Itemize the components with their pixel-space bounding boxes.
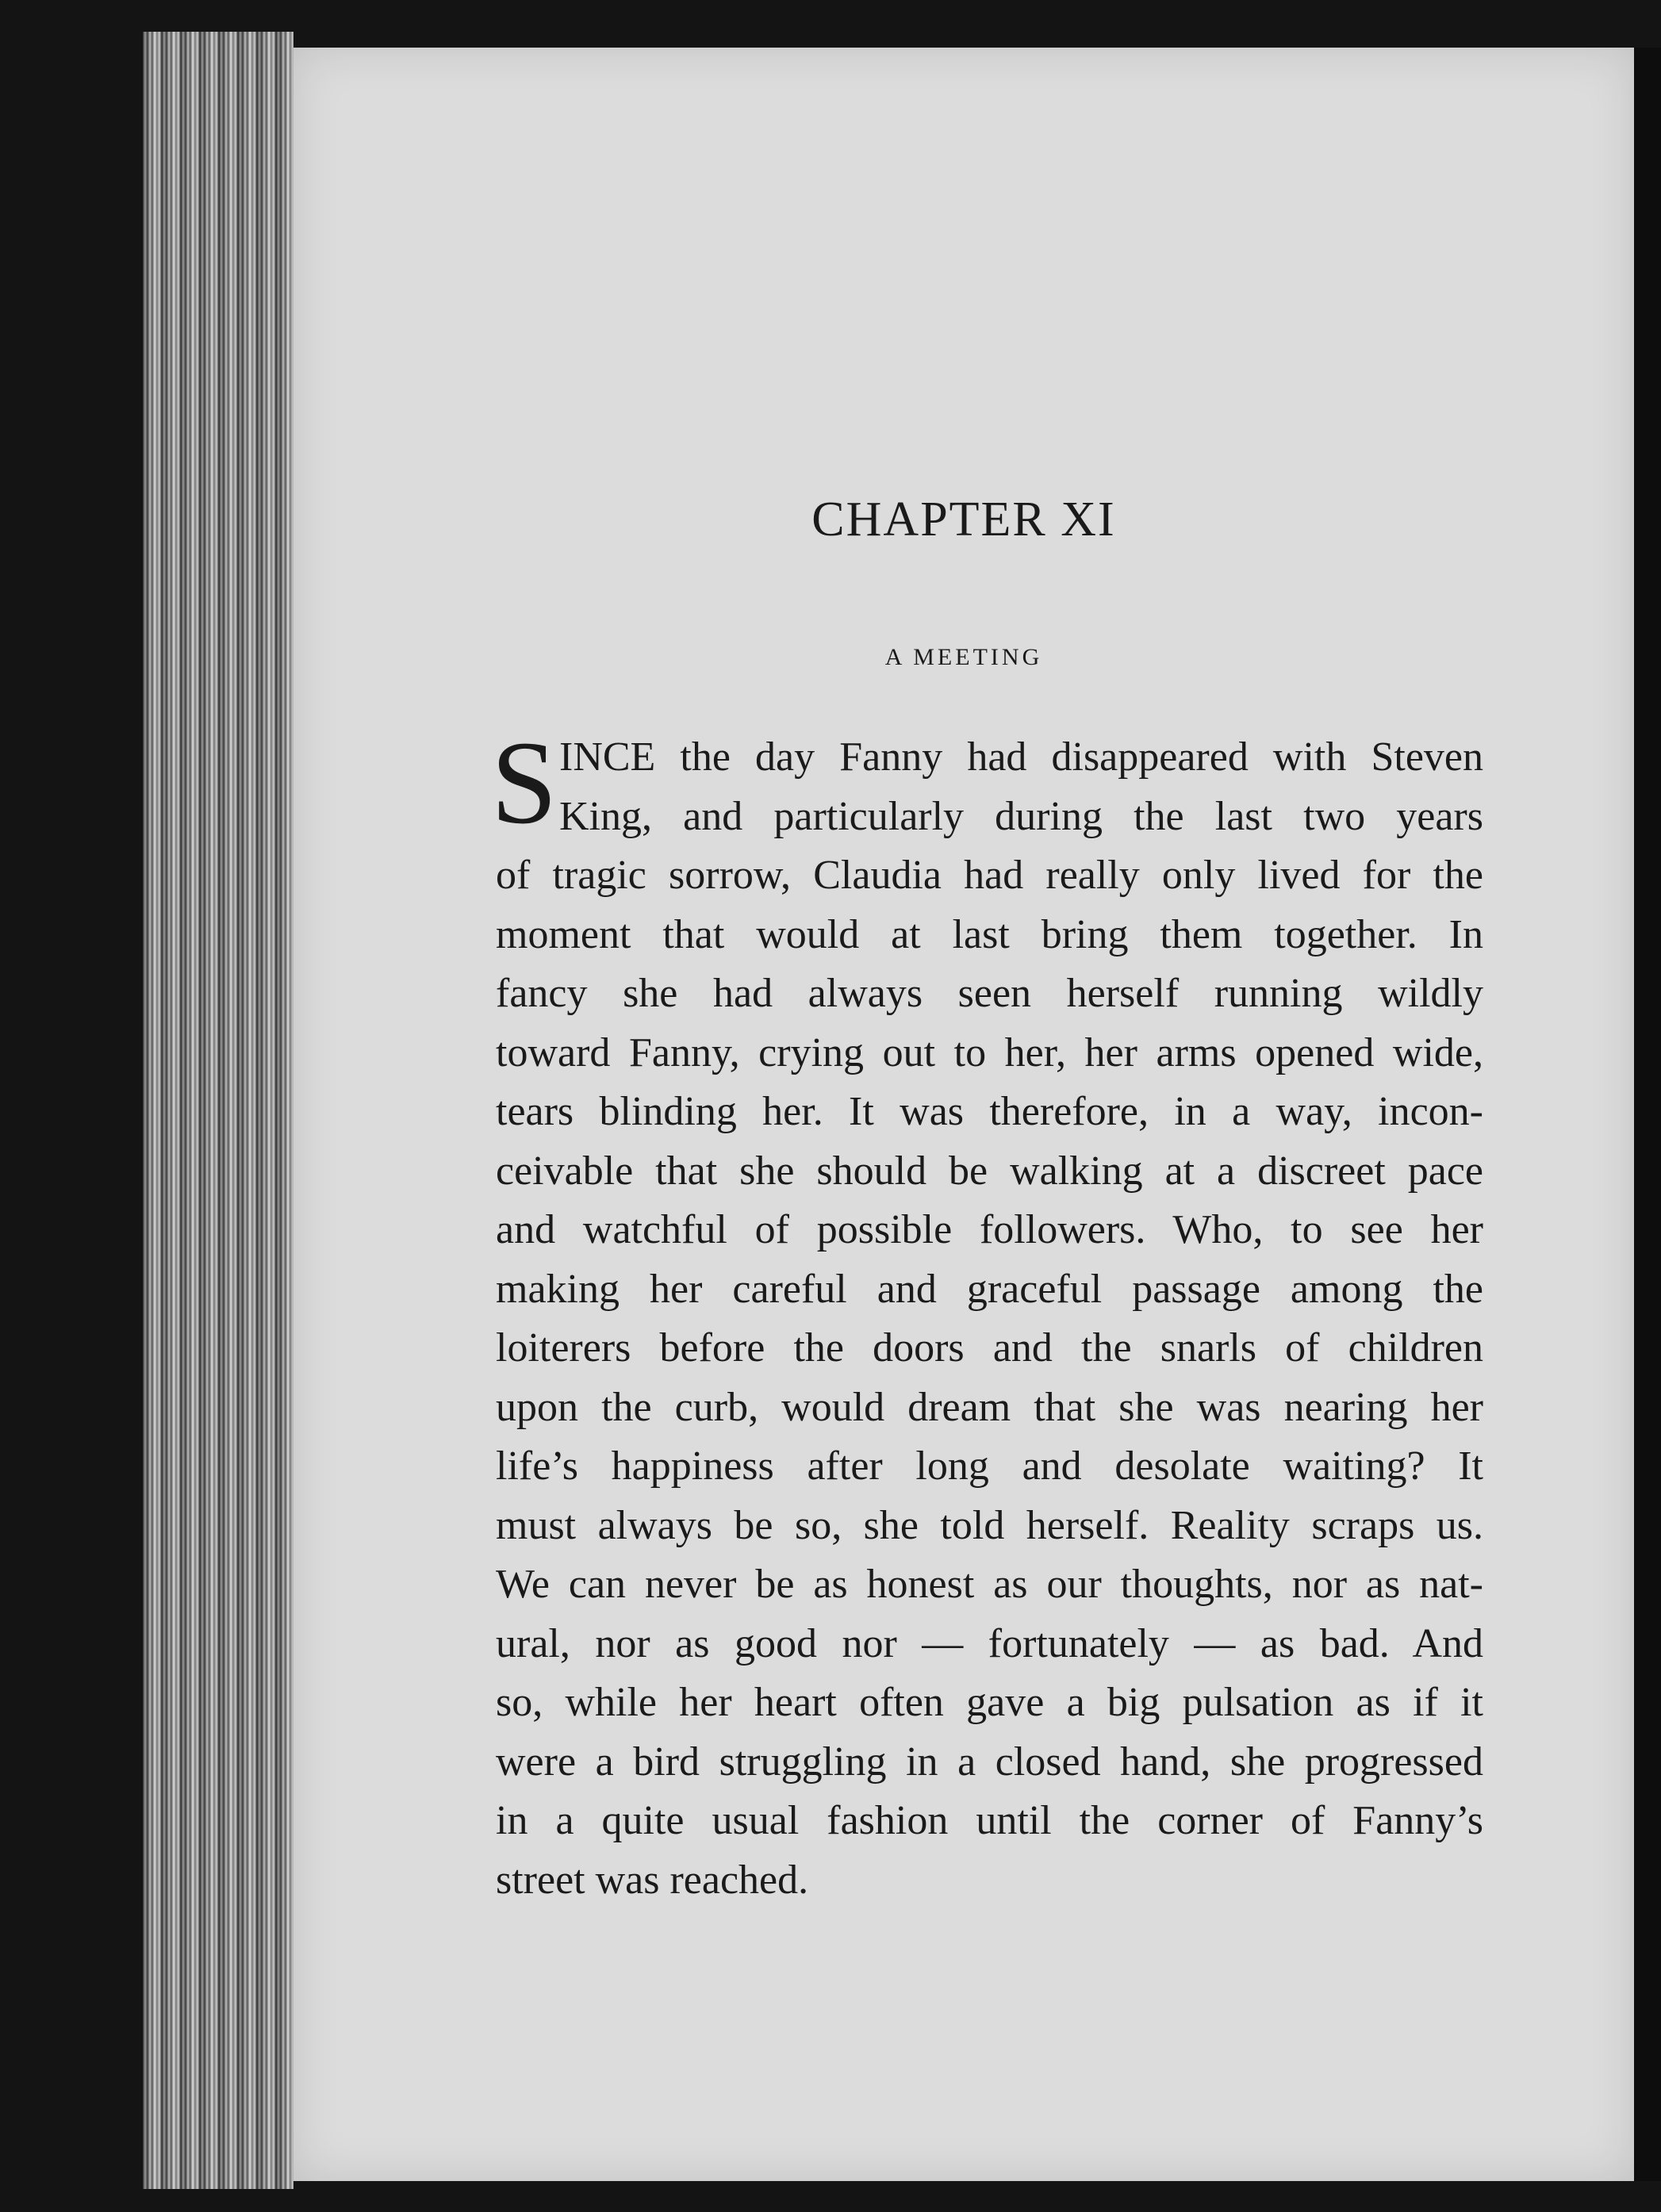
text-line: loiterers before the doors and the snarls of children	[496, 1325, 1483, 1371]
body-paragraph	[491, 717, 1483, 1910]
text-line: INCE the day Fanny had disappeared with Steven	[559, 734, 1483, 780]
book-page-edges	[143, 32, 293, 2189]
text-line: We can never be as honest as our thoughts, nor as nat-	[496, 1562, 1483, 1607]
text-line: tears blinding her. It was therefore, in a way, incon-	[496, 1089, 1483, 1134]
book-right-edge	[1634, 48, 1661, 2181]
text-line: in a quite usual fashion until the corner of Fanny’s	[496, 1798, 1483, 1843]
text-line: life’s happiness after long and desolate waiting? It	[496, 1443, 1483, 1489]
text-line: making her careful and graceful passage among the	[496, 1266, 1483, 1312]
text-line: were a bird struggling in a closed hand, she progressed	[496, 1739, 1483, 1785]
book-page	[293, 48, 1634, 2181]
text-line: must always be so, she told herself. Reality scraps us.	[496, 1502, 1483, 1548]
text-line: fancy she had always seen herself running wildly	[496, 971, 1483, 1016]
text-line: toward Fanny, crying out to her, her arms opened wide,	[496, 1029, 1483, 1075]
text-line: King, and particularly during the last two years	[559, 793, 1483, 839]
drop-cap: S	[491, 717, 558, 849]
text-line: upon the curb, would dream that she was nearing her	[496, 1384, 1483, 1430]
text-line: and watchful of possible followers. Who, to see her	[496, 1207, 1483, 1252]
text-line: ural, nor as good nor — fortunately — as bad. And	[496, 1620, 1483, 1666]
text-line: ceivable that she should be walking at a discreet pace	[496, 1148, 1483, 1194]
chapter-subtitle: A MEETING	[884, 644, 1043, 670]
text-line: moment that would at last bring them together. In	[496, 911, 1483, 957]
text-line: of tragic sorrow, Claudia had really only lived for the	[496, 853, 1483, 898]
text-line: street was reached.	[496, 1857, 809, 1903]
chapter-title: CHAPTER XI	[811, 493, 1116, 546]
text-line: so, while her heart often gave a big pulsation as if it	[496, 1680, 1483, 1725]
